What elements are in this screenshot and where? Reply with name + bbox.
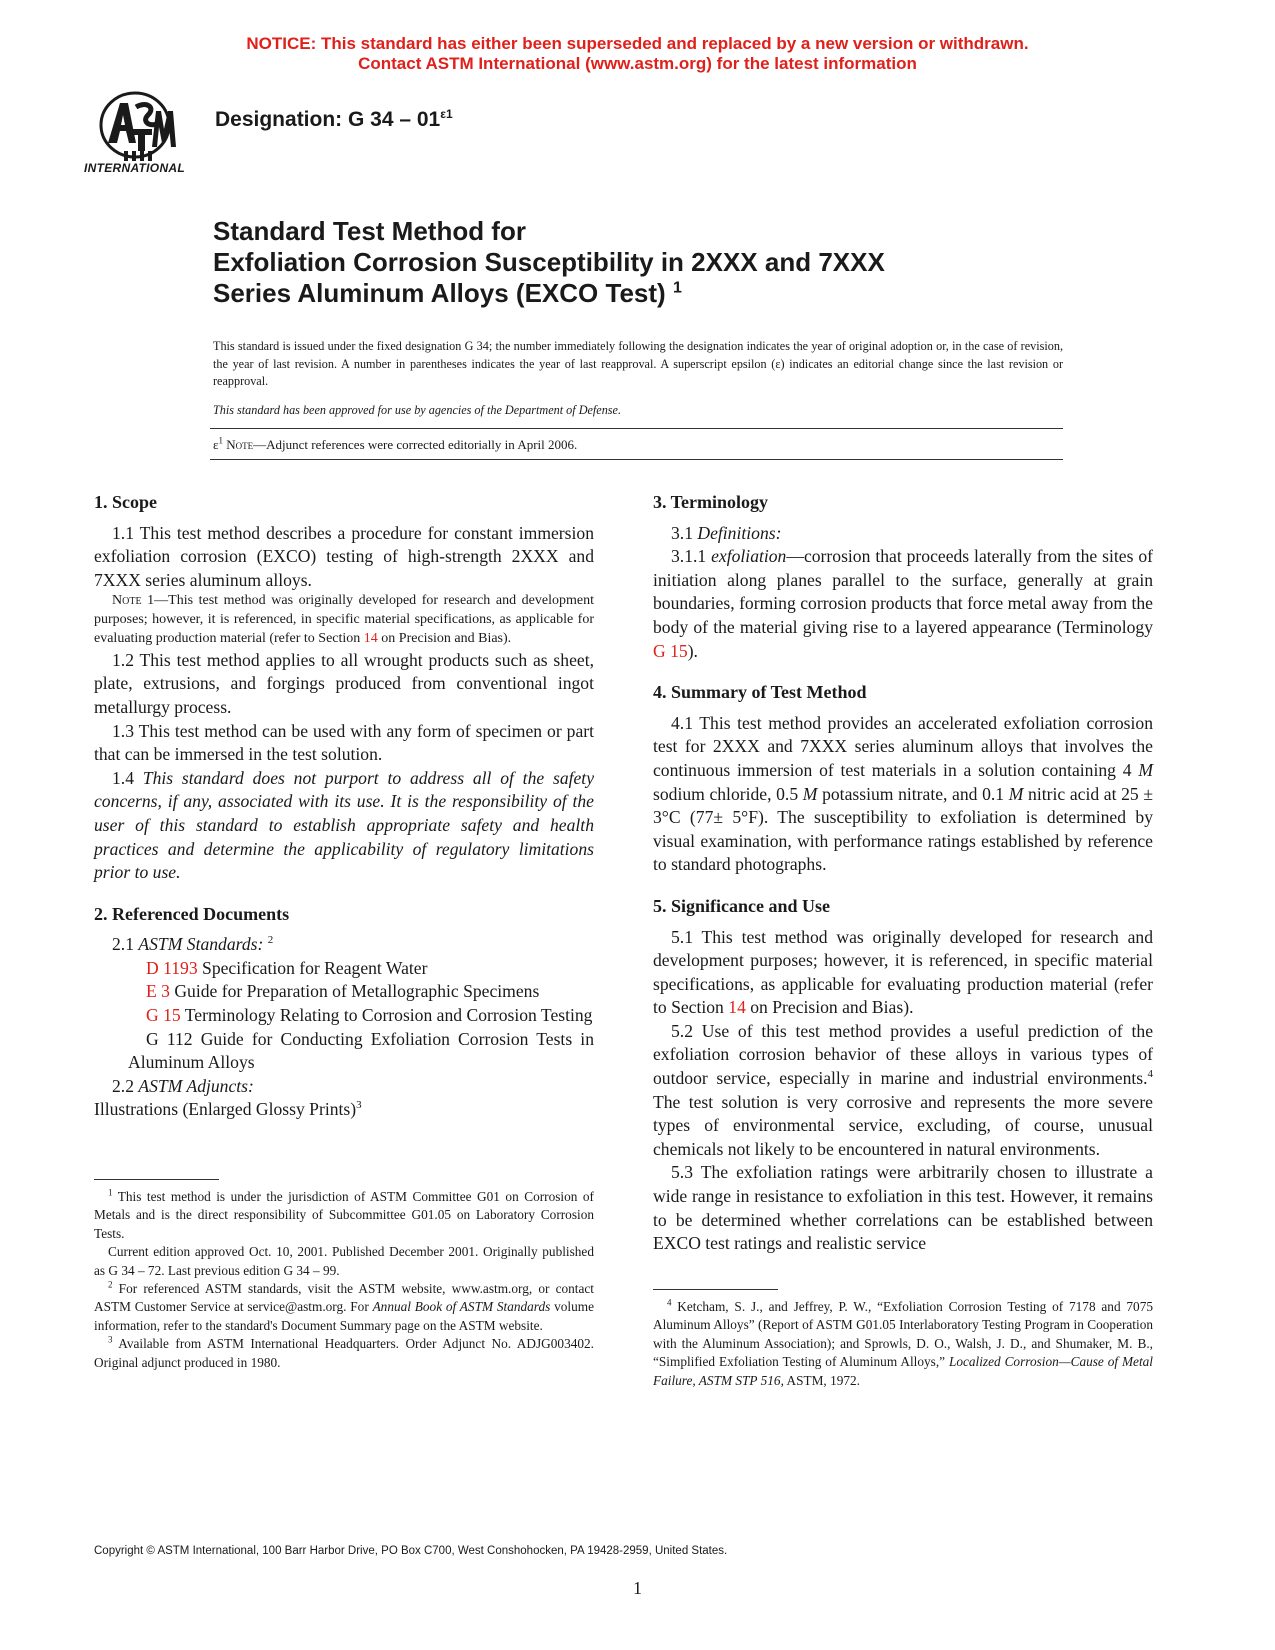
note-1-text-a: 1—This test method was originally developed for research and development purposes; however, it is referenced, in specific material specifications, as applicable for evaluating production material (refer to Section: [94, 593, 594, 646]
note-1-label: Note: [112, 593, 142, 609]
footnote-4-sup: 4: [667, 1297, 672, 1308]
para-2-2: [94, 1075, 594, 1099]
copyright: Copyright © ASTM International, 100 Barr Harbor Drive, PO Box C700, West Conshohocken, PA 19428-2959, United States.: [94, 1545, 728, 1557]
epsilon-mark: ε: [213, 437, 219, 452]
para-3-1: [653, 522, 1153, 546]
section-5-heading: 5. Significance and Use: [653, 895, 831, 916]
ref-g15: [94, 1004, 594, 1028]
footnote-3-text: Available from ASTM International Headquarters. Order Adjunct No. ADJG003402. Original adjunct produced in 1980.: [94, 1336, 594, 1370]
ref-d1193: [94, 957, 594, 981]
note-1-section-link[interactable]: 14: [363, 630, 378, 646]
para-5-2-a: 5.2 Use of this test method provides a useful prediction of the exfoliation corrosion behavior of these alloys in various types of outdoor service, especially in marine and industrial environments.: [653, 1020, 1153, 1089]
right-column: [653, 491, 1153, 1256]
molar-2: M: [802, 783, 818, 804]
ref-e3-link[interactable]: E 3: [146, 981, 170, 1002]
designation-label: Designation: G 34 – 01: [215, 108, 441, 131]
para-5-1-a: 5.1 This test method was originally developed for research and development purposes; however, it is referenced, in specific material specifications, as applicable for evaluating production material (refer to Section: [653, 926, 1153, 1018]
header-rule-top: [210, 428, 1063, 429]
footnote-3-sup: 3: [108, 1334, 113, 1345]
header-rule-bottom: [210, 459, 1063, 460]
logo-text: INTERNATIONAL: [84, 161, 186, 175]
epsilon-note-text: —Adjunct references were corrected editorially in April 2006.: [253, 437, 578, 452]
designation-sup: ε1: [440, 107, 453, 121]
astm-logo: [84, 85, 200, 185]
para-2-1: [94, 933, 594, 957]
para-1-1: 1.1 This test method describes a procedure for constant immersion exfoliation corrosion (EXCO) testing of high-strength 2XXX and 7XXX series aluminum alloys.: [94, 522, 594, 590]
left-column: [94, 491, 594, 1122]
ref-g112: G 112 Guide for Conducting Exfoliation Corrosion Tests in Aluminum Alloys: [128, 1028, 594, 1073]
footnote-4-text-a: Ketcham, S. J., and Jeffrey, P. W., “Exfoliation Corrosion Testing of 7178 and 7075 Aluminum Alloys” (Report of ASTM G01.05 Interlaboratory Testing Program in Cooperation with the Aluminum Association); and Sprowls, D. O., Walsh, J. D., and Shumaker, M. B., “Simplified Exfoliation Testing of Aluminum Alloys,”: [653, 1299, 1153, 1370]
para-5-3: 5.3 The exfoliation ratings were arbitrarily chosen to illustrate a wide range in resistance to exfoliation in this test. However, it remains to be determined whether correlations can be established between EXCO test ratings and realistic service: [653, 1162, 1153, 1254]
para-2-2-text: ASTM Adjuncts:: [138, 1075, 254, 1096]
para-2-2-num: 2.2: [112, 1075, 139, 1096]
footnote-3: [94, 1335, 594, 1372]
page-number: 1: [633, 1578, 642, 1598]
para-5-1-b: on Precision and Bias).: [745, 997, 914, 1018]
para-4-1: [653, 712, 1153, 877]
right-footnotes: [653, 1289, 1153, 1390]
ref-e3: [94, 980, 594, 1004]
footnote-2-em: Annual Book of ASTM Standards: [372, 1299, 551, 1315]
para-3-1-num: 3.1: [671, 522, 698, 543]
note-1-text-b: on Precision and Bias).: [377, 630, 512, 646]
ref-g15-link[interactable]: G 15: [146, 1005, 181, 1026]
molar-3: M: [1008, 783, 1024, 804]
ref-e3-text: Guide for Preparation of Metallographic Specimens: [169, 981, 540, 1002]
footnote-4-em: Localized Corrosion—Cause of Metal Failure, ASTM STP 516: [653, 1354, 1153, 1388]
epsilon-note: [213, 437, 577, 453]
para-2-1-text: ASTM Standards:: [138, 934, 264, 955]
designation: [215, 108, 453, 132]
title-line-2: Exfoliation Corrosion Susceptibility in 2XXX and 7XXX: [213, 247, 885, 277]
para-3-1-1: [653, 545, 1153, 663]
para-3-1-1-text-a: —corrosion that proceeds laterally from the sites of initiation along planes parallel to the surface, generally at grain boundaries, forming corrosion products that force metal away from the body of the material giving rise to a layered appearance (Terminology: [653, 546, 1153, 637]
left-footnotes: [94, 1179, 594, 1372]
para-1-2: 1.2 This test method applies to all wrought products such as sheet, plate, extrusions, and forgings produced from conventional ingot metallurgy process.: [94, 649, 594, 717]
footnote-rule-left: [94, 1179, 219, 1180]
para-4-1-a: 4.1 This test method provides an accelerated exfoliation corrosion test for 2XXX and 7XXX series aluminum alloys that involves the continuous immersion of test materials in a solution containing 4: [653, 712, 1153, 780]
para-5-1-section-link[interactable]: 14: [728, 997, 746, 1018]
para-4-1-d: nitric acid at 25 ± 3°C (77± 5°F). The susceptibility to exfoliation is determined by visual examination, with performance ratings established by reference to standard photographs.: [653, 783, 1154, 875]
section-2-heading: 2. Referenced Documents: [94, 903, 290, 924]
epsilon-note-label: Note: [226, 437, 254, 452]
notice-line-1: NOTICE: This standard has either been superseded and replaced by a new version or withdrawn.: [246, 34, 1029, 53]
dod-approval: This standard has been approved for use by agencies of the Department of Defense.: [213, 403, 621, 417]
title-line-3-text: Series Aluminum Alloys (EXCO Test): [213, 278, 666, 308]
para-1-3: 1.3 This test method can be used with any form of specimen or part that can be immersed in the test solution.: [94, 720, 594, 765]
preamble: This standard is issued under the fixed designation G 34; the number immediately following the designation indicates the year of original adoption or, in the case of revision, the year of last revision. A number in parentheses indicates the year of last reapproval. A superscript epsilon (ε) indicates an editorial change since the last revision or reapproval.: [213, 339, 1063, 388]
footnote-2: [94, 1280, 594, 1335]
para-5-2-sup: 4: [1147, 1068, 1153, 1081]
term-exfoliation: exfoliation: [711, 546, 787, 567]
epsilon-sup: 1: [218, 435, 223, 446]
adjunct-item: [94, 1098, 594, 1122]
footnote-4-text-b: , ASTM, 1972.: [780, 1372, 860, 1388]
footnote-1b: Current edition approved Oct. 10, 2001. Published December 2001. Originally published as G 34 – 72. Last previous edition G 34 – 99.: [94, 1244, 594, 1278]
footnote-1-text: This test method is under the jurisdiction of ASTM Committee G01 on Corrosion of Metals and is the direct responsibility of Subcommittee G01.05 on Laboratory Corrosion Tests.: [94, 1189, 594, 1241]
ref-g15-text: Terminology Relating to Corrosion and Corrosion Testing: [180, 1005, 593, 1026]
para-2-1-num: 2.1: [112, 934, 139, 955]
para-4-1-c: potassium nitrate, and 0.1: [817, 783, 1009, 804]
section-1-heading: 1. Scope: [94, 492, 157, 512]
title-line-1: Standard Test Method for: [213, 216, 526, 246]
notice-line-2: Contact ASTM International (www.astm.org) for the latest information: [358, 54, 917, 73]
footnote-4: [653, 1298, 1153, 1390]
ref-d1193-link[interactable]: D 1193: [146, 957, 198, 978]
footnote-2-text-a: For referenced ASTM standards, visit the ASTM website, www.astm.org, or contact ASTM Customer Service at service@astm.org. For: [94, 1281, 594, 1315]
section-3-heading: 3. Terminology: [653, 492, 769, 512]
para-1-4-num: 1.4: [112, 767, 143, 788]
para-4-1-b: sodium chloride, 0.5: [653, 783, 803, 804]
para-5-2-b: The test solution is very corrosive and represents the more severe types of environmental service, excluding, of course, unusual chemicals not likely to be encountered in natural environments.: [653, 1091, 1153, 1159]
title-footnote-ref: 1: [672, 279, 682, 297]
footnote-rule-right: [653, 1289, 778, 1290]
para-3-1-1-num: 3.1.1: [671, 546, 712, 567]
supersede-notice: [0, 34, 1275, 74]
para-1-4-text: This standard does not purport to address all of the safety concerns, if any, associated with its use. It is the responsibility of the user of this standard to establish appropriate safety and health practices and determine the applicability of regulatory limitations prior to use.: [94, 767, 595, 883]
para-1-4: [94, 767, 594, 885]
terminology-g15-link[interactable]: G 15: [653, 640, 688, 661]
title-line-3: [213, 278, 1113, 309]
footnote-1: [94, 1188, 594, 1243]
footnote-1-sup: 1: [108, 1187, 113, 1198]
adjunct-text: Illustrations (Enlarged Glossy Prints): [94, 1099, 357, 1120]
para-2-1-sup: 2: [267, 934, 274, 947]
para-3-1-1-text-b: ).: [687, 640, 698, 661]
section-4-heading: 4. Summary of Test Method: [653, 682, 867, 703]
para-5-1: [653, 926, 1153, 1020]
ref-d1193-text: Specification for Reagent Water: [197, 957, 428, 978]
adjunct-sup: 3: [356, 1099, 362, 1112]
footnote-2-sup: 2: [108, 1279, 113, 1290]
para-5-2: [653, 1020, 1153, 1162]
para-3-1-text: Definitions:: [697, 522, 782, 543]
molar-1: M: [1138, 759, 1153, 780]
document-title: [213, 216, 1113, 309]
note-1: [94, 592, 594, 648]
footnote-2-text-b: volume information, refer to the standard's Document Summary page on the ASTM website.: [94, 1299, 594, 1333]
